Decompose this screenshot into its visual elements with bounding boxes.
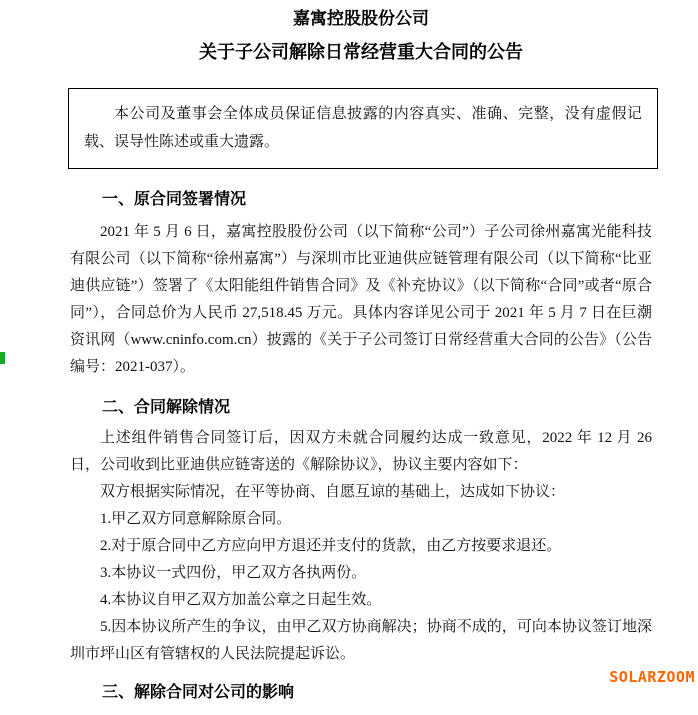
section-2-heading: 二、合同解除情况 [102, 399, 231, 416]
section-1-heading: 一、原合同签署情况 [102, 191, 247, 208]
solarzoom-watermark: SOLARZOOM [609, 668, 695, 686]
agreement-item-1: 1.甲乙双方同意解除原合同。 [100, 511, 292, 527]
left-edge-marker [0, 352, 5, 364]
disclaimer-text: 本公司及董事会全体成员保证信息披露的内容真实、准确、完整，没有虚假记载、误导性陈述或重大遗露。 [84, 106, 642, 150]
section-2-paragraph: 双方根据实际情况，在平等协商、自愿互谅的基础上，达成如下协议： [100, 484, 566, 500]
agreement-item-5: 5.因本协议所产生的争议，由甲乙双方协商解决；协商不成的，可向本协议签订地深圳市坪山区有管辖权的人民法院提起诉讼。 [70, 619, 652, 662]
agreement-item-4: 4.本协议自甲乙双方加盖公章之日起生效。 [100, 592, 382, 608]
section-3-heading: 三、解除合同对公司的影响 [102, 684, 295, 701]
disclaimer-box [68, 88, 658, 169]
section-1-paragraph: 2021 年 5 月 6 日，嘉寓控股股份公司（以下简称“公司”）子公司徐州嘉寓光能科技有限公司（以下简称“徐州嘉寓”）与深圳市比亚迪供应链管理有限公司（以下简称“比亚迪供应链”）签署了《太阳能组件销售合同》及《补充协议》（以下简称“合同”或者“原合同”），合同总价为人民币 27,518.45 万元。具体内容详见公司于 2021 年 5 月 7 日在巨潮资讯网（www.cninfo.com.cn）披露的《关于子公司签订日常经营重大合同的公告》（公告编号：2021-037）。 [70, 224, 652, 375]
company-title: 嘉寓控股股份公司 [293, 9, 429, 28]
agreement-item-3: 3.本协议一式四份，甲乙双方各执两份。 [100, 565, 367, 581]
section-2-paragraph: 上述组件销售合同签订后，因双方未就合同履约达成一致意见，2022 年 12 月 26 日，公司收到比亚迪供应链寄送的《解除协议》，协议主要内容如下： [70, 430, 652, 473]
agreement-item-2: 2.对于原合同中乙方应向甲方退还并支付的货款，由乙方按要求退还。 [100, 538, 562, 554]
announcement-title: 关于子公司解除日常经营重大合同的公告 [199, 42, 523, 62]
